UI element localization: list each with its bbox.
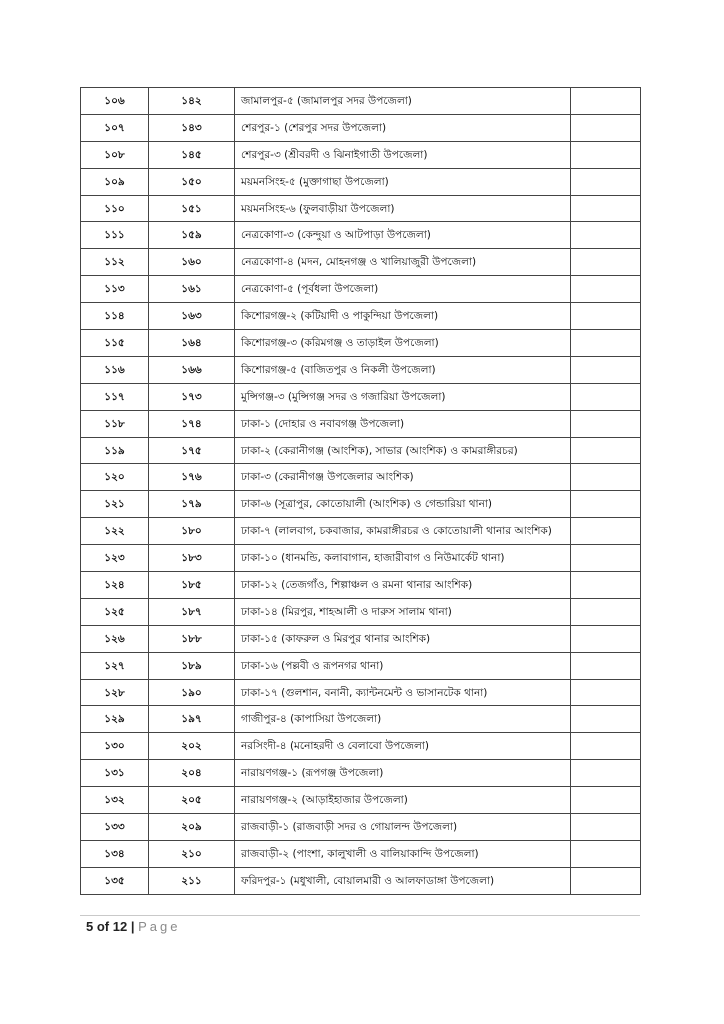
remarks-cell [571, 518, 641, 545]
constituency-cell: শেরপুর-১ (শেরপুর সদর উপজেলা) [235, 114, 571, 141]
constituency-cell: ঢাকা-৬ (সূত্রাপুর, কোতোয়ালী (আংশিক) ও গেন্ডারিয়া থানা) [235, 491, 571, 518]
page-current: 5 [86, 919, 94, 934]
constituency-cell: জামালপুর-৫ (জামালপুর সদর উপজেলা) [235, 88, 571, 115]
seat-number-cell: ২১০ [149, 840, 235, 867]
remarks-cell [571, 383, 641, 410]
constituency-cell: কিশোরগঞ্জ-২ (কটিয়াদী ও পাকুন্দিয়া উপজেলা) [235, 303, 571, 330]
constituency-cell: ঢাকা-২ (কেরানীগঞ্জ (আংশিক), সাভার (আংশিক) ও কামরাঙ্গীরচর) [235, 437, 571, 464]
table-row [81, 625, 641, 652]
table-row [81, 141, 641, 168]
table-row [81, 491, 641, 518]
serial-cell: ১৩৫ [81, 867, 149, 894]
constituency-cell: ঢাকা-১৬ (পল্লবী ও রূপনগর থানা) [235, 652, 571, 679]
seat-number-cell: ১৭৪ [149, 410, 235, 437]
serial-cell: ১২১ [81, 491, 149, 518]
table-row [81, 195, 641, 222]
constituency-cell: নেত্রকোণা-৩ (কেন্দুয়া ও আটপাড়া উপজেলা) [235, 222, 571, 249]
seat-number-cell: ২০২ [149, 733, 235, 760]
seat-number-cell: ১৬১ [149, 276, 235, 303]
serial-cell: ১১০ [81, 195, 149, 222]
remarks-cell [571, 652, 641, 679]
table-row [81, 330, 641, 357]
table-row [81, 88, 641, 115]
page-word: Page [138, 919, 181, 934]
seat-number-cell: ২০৯ [149, 814, 235, 841]
remarks-cell [571, 114, 641, 141]
table-row [81, 545, 641, 572]
table-row [81, 410, 641, 437]
constituency-cell: ঢাকা-১৫ (কাফরুল ও মিরপুর থানার আংশিক) [235, 625, 571, 652]
remarks-cell [571, 706, 641, 733]
constituency-cell: নরসিংদী-৪ (মনোহরদী ও বেলাবো উপজেলা) [235, 733, 571, 760]
table-row [81, 222, 641, 249]
constituency-cell: কিশোরগঞ্জ-৩ (করিমগঞ্জ ও তাড়াইল উপজেলা) [235, 330, 571, 357]
constituency-cell: নারায়ণগঞ্জ-২ (আড়াইহাজার উপজেলা) [235, 787, 571, 814]
remarks-cell [571, 437, 641, 464]
constituency-cell: ঢাকা-১ (দোহার ও নবাবগঞ্জ উপজেলা) [235, 410, 571, 437]
serial-cell: ১৩০ [81, 733, 149, 760]
remarks-cell [571, 141, 641, 168]
remarks-cell [571, 222, 641, 249]
remarks-cell [571, 572, 641, 599]
constituency-cell: কিশোরগঞ্জ-৫ (বাজিতপুর ও নিকলী উপজেলা) [235, 356, 571, 383]
remarks-cell [571, 195, 641, 222]
remarks-cell [571, 410, 641, 437]
seat-number-cell: ২১১ [149, 867, 235, 894]
constituency-cell: নেত্রকোণা-৪ (মদন, মোহনগঞ্জ ও খালিয়াজুরী উপজেলা) [235, 249, 571, 276]
seat-number-cell: ১৪৫ [149, 141, 235, 168]
serial-cell: ১২৬ [81, 625, 149, 652]
serial-cell: ১০৮ [81, 141, 149, 168]
table-row [81, 303, 641, 330]
remarks-cell [571, 249, 641, 276]
serial-cell: ১৩১ [81, 760, 149, 787]
serial-cell: ১১১ [81, 222, 149, 249]
constituency-table [80, 87, 641, 895]
remarks-cell [571, 679, 641, 706]
remarks-cell [571, 356, 641, 383]
seat-number-cell: ১৬৪ [149, 330, 235, 357]
remarks-cell [571, 491, 641, 518]
table-row [81, 787, 641, 814]
remarks-cell [571, 276, 641, 303]
table-row [81, 437, 641, 464]
seat-number-cell: ১৭৯ [149, 491, 235, 518]
seat-number-cell: ২০৫ [149, 787, 235, 814]
table-row [81, 383, 641, 410]
remarks-cell [571, 787, 641, 814]
remarks-cell [571, 464, 641, 491]
seat-number-cell: ১৬০ [149, 249, 235, 276]
serial-cell: ১৩৪ [81, 840, 149, 867]
constituency-cell: রাজবাড়ী-২ (পাংশা, কালুখালী ও বালিয়াকান্দি উপজেলা) [235, 840, 571, 867]
constituency-cell: গাজীপুর-৪ (কাপাসিয়া উপজেলা) [235, 706, 571, 733]
seat-number-cell: ১৪৩ [149, 114, 235, 141]
constituency-cell: ঢাকা-১০ (ধানমন্ডি, কলাবাগান, হাজারীবাগ ও নিউমার্কেট থানা) [235, 545, 571, 572]
table-row [81, 168, 641, 195]
remarks-cell [571, 867, 641, 894]
serial-cell: ১১৫ [81, 330, 149, 357]
serial-cell: ১১৮ [81, 410, 149, 437]
seat-number-cell: ১৮৯ [149, 652, 235, 679]
serial-cell: ১২৪ [81, 572, 149, 599]
table-row [81, 276, 641, 303]
serial-cell: ১৩৩ [81, 814, 149, 841]
serial-cell: ১০৯ [81, 168, 149, 195]
page-separator: | [130, 919, 135, 934]
serial-cell: ১২০ [81, 464, 149, 491]
serial-cell: ১২৩ [81, 545, 149, 572]
serial-cell: ১০৭ [81, 114, 149, 141]
constituency-cell: মুন্সিগঞ্জ-৩ (মুন্সিগঞ্জ সদর ও গজারিয়া উপজেলা) [235, 383, 571, 410]
remarks-cell [571, 88, 641, 115]
constituency-cell: নেত্রকোণা-৫ (পূর্বধলা উপজেলা) [235, 276, 571, 303]
constituency-cell: ঢাকা-১৪ (মিরপুর, শাহআলী ও দারুস সালাম থানা) [235, 598, 571, 625]
seat-number-cell: ১৮৮ [149, 625, 235, 652]
remarks-cell [571, 545, 641, 572]
remarks-cell [571, 598, 641, 625]
table-row [81, 679, 641, 706]
serial-cell: ১২৮ [81, 679, 149, 706]
remarks-cell [571, 330, 641, 357]
constituency-cell: শেরপুর-৩ (শ্রীবরদী ও ঝিনাইগাতী উপজেলা) [235, 141, 571, 168]
table-row [81, 706, 641, 733]
table-row [81, 518, 641, 545]
table-row [81, 814, 641, 841]
remarks-cell [571, 840, 641, 867]
constituency-cell: ঢাকা-৩ (কেরানীগঞ্জ উপজেলার আংশিক) [235, 464, 571, 491]
remarks-cell [571, 814, 641, 841]
table-row [81, 733, 641, 760]
table-body [81, 88, 641, 895]
page-total: 12 [112, 919, 128, 934]
seat-number-cell: ২০৪ [149, 760, 235, 787]
table-row [81, 114, 641, 141]
constituency-cell: ঢাকা-৭ (লালবাগ, চকবাজার, কামরাঙ্গীরচর ও কোতোয়ালী থানার আংশিক) [235, 518, 571, 545]
constituency-cell: ময়মনসিংহ-৬ (ফুলবাড়ীয়া উপজেলা) [235, 195, 571, 222]
seat-number-cell: ১৭৩ [149, 383, 235, 410]
seat-number-cell: ১৯৭ [149, 706, 235, 733]
table-row [81, 867, 641, 894]
seat-number-cell: ১৭৫ [149, 437, 235, 464]
serial-cell: ১২৯ [81, 706, 149, 733]
seat-number-cell: ১৫৯ [149, 222, 235, 249]
table-row [81, 249, 641, 276]
serial-cell: ১২৭ [81, 652, 149, 679]
remarks-cell [571, 625, 641, 652]
table-row [81, 464, 641, 491]
constituency-cell: রাজবাড়ী-১ (রাজবাড়ী সদর ও গোয়ালন্দ উপজেলা) [235, 814, 571, 841]
table-row [81, 652, 641, 679]
seat-number-cell: ১৫০ [149, 168, 235, 195]
remarks-cell [571, 733, 641, 760]
seat-number-cell: ১৬৩ [149, 303, 235, 330]
serial-cell: ১২৫ [81, 598, 149, 625]
serial-cell: ১১৩ [81, 276, 149, 303]
serial-cell: ১২২ [81, 518, 149, 545]
constituency-cell: নারায়ণগঞ্জ-১ (রূপগঞ্জ উপজেলা) [235, 760, 571, 787]
remarks-cell [571, 760, 641, 787]
serial-cell: ১১২ [81, 249, 149, 276]
constituency-cell: ফরিদপুর-১ (মধুখালী, বোয়ালমারী ও আলফাডাঙ্গা উপজেলা) [235, 867, 571, 894]
seat-number-cell: ১৬৬ [149, 356, 235, 383]
serial-cell: ১১৯ [81, 437, 149, 464]
seat-number-cell: ১৫১ [149, 195, 235, 222]
remarks-cell [571, 168, 641, 195]
serial-cell: ১৩২ [81, 787, 149, 814]
serial-cell: ১১৭ [81, 383, 149, 410]
table-row [81, 840, 641, 867]
table-row [81, 598, 641, 625]
constituency-table-container [80, 87, 640, 895]
seat-number-cell: ১৮৭ [149, 598, 235, 625]
table-row [81, 572, 641, 599]
constituency-cell: ঢাকা-১২ (তেজগাঁও, শিল্পাঞ্চল ও রমনা থানার আংশিক) [235, 572, 571, 599]
table-row [81, 760, 641, 787]
seat-number-cell: ১৭৬ [149, 464, 235, 491]
seat-number-cell: ১৯০ [149, 679, 235, 706]
seat-number-cell: ১৮৫ [149, 572, 235, 599]
serial-cell: ১১৬ [81, 356, 149, 383]
remarks-cell [571, 303, 641, 330]
footer-divider [80, 915, 640, 916]
page-of-word: of [96, 919, 110, 934]
page-footer [86, 919, 181, 934]
serial-cell: ১১৪ [81, 303, 149, 330]
seat-number-cell: ১৮০ [149, 518, 235, 545]
table-row [81, 356, 641, 383]
seat-number-cell: ১৪২ [149, 88, 235, 115]
seat-number-cell: ১৮৩ [149, 545, 235, 572]
constituency-cell: ঢাকা-১৭ (গুলশান, বনানী, ক্যান্টনমেন্ট ও ভাসানটেক থানা) [235, 679, 571, 706]
constituency-cell: ময়মনসিংহ-৫ (মুক্তাগাছা উপজেলা) [235, 168, 571, 195]
serial-cell: ১০৬ [81, 88, 149, 115]
